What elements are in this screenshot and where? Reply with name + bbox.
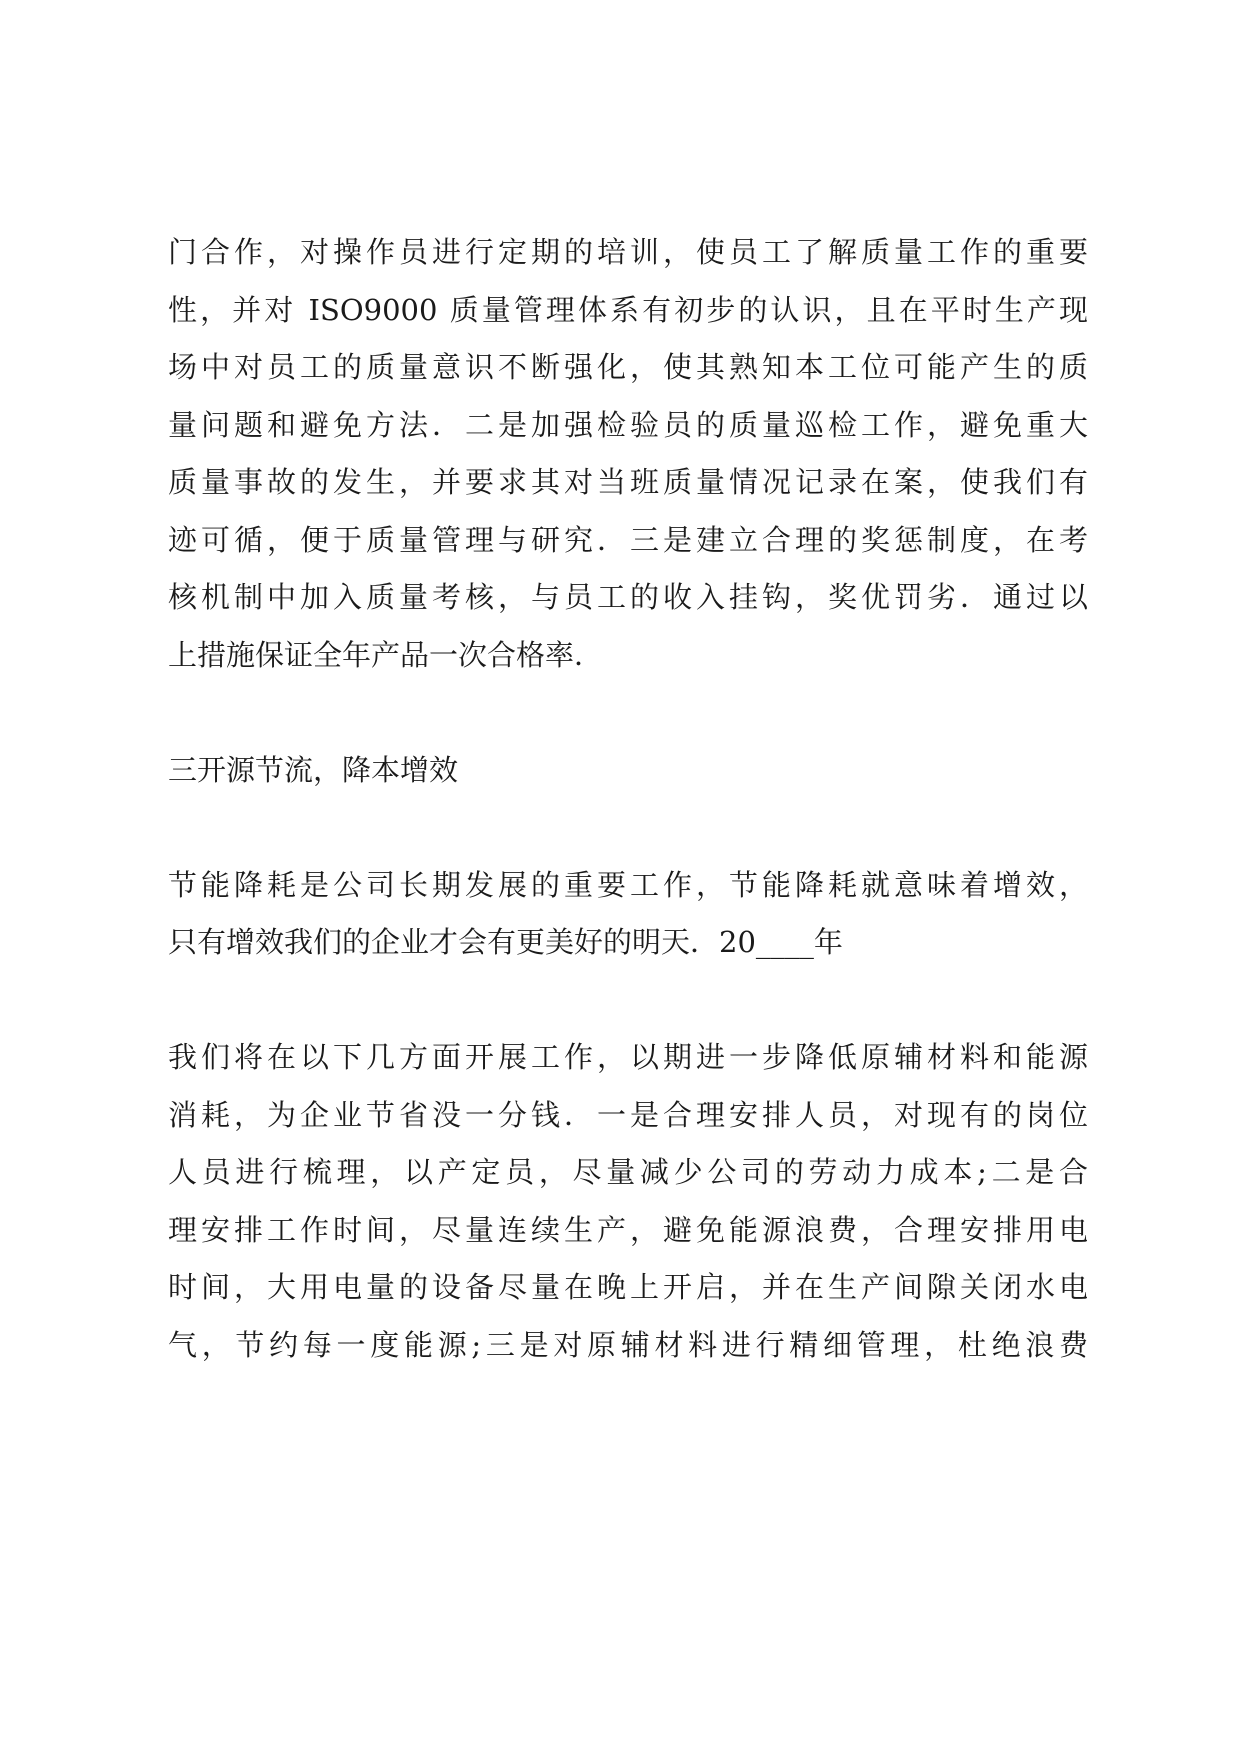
text-line: 场中对员工的质量意识不断强化，使其熟知本工位可能产生的质	[168, 350, 1088, 384]
text-line: 人员进行梳理，以产定员，尽量减少公司的劳动力成本;二是合	[168, 1155, 1088, 1189]
text-line: 量问题和避免方法．二是加强检验员的质量巡检工作，避免重大	[168, 407, 1088, 442]
text-line: 消耗，为企业节省没一分钱．一是合理安排人员，对现有的岗位	[168, 1097, 1088, 1132]
text-line: 质量事故的发生，并要求其对当班质量情况记录在案，使我们有	[168, 465, 1088, 499]
section-heading: 三开源节流，降本增效	[168, 752, 459, 787]
text-line: 门合作，对操作员进行定期的培训，使员工了解质量工作的重要	[168, 235, 1088, 269]
paragraph-spacer	[168, 972, 1088, 1030]
paragraph-spacer	[168, 684, 1088, 742]
text-line: 理安排工作时间，尽量连续生产，避免能源浪费，合理安排用电	[168, 1212, 1088, 1247]
text-line: 气，节约每一度能源;三是对原辅材料进行精细管理，杜绝浪费	[168, 1327, 1088, 1362]
paragraph-spacer	[168, 799, 1088, 857]
text-line: 性，并对 ISO9000 质量管理体系有初步的认识，且在平时生产现	[168, 292, 1088, 327]
paragraph-energy-saving-intro	[168, 857, 1088, 972]
document-body	[168, 224, 1088, 1374]
paragraph-quality-measures	[168, 224, 1088, 684]
text-line: 核机制中加入质量考核，与员工的收入挂钩，奖优罚劣．通过以	[168, 580, 1088, 614]
paragraph-energy-saving-measures	[168, 1029, 1088, 1374]
text-line: 只有增效我们的企业才会有更美好的明天．20____年	[168, 925, 843, 959]
text-line: 迹可循，便于质量管理与研究．三是建立合理的奖惩制度，在考	[168, 522, 1088, 557]
text-line: 上措施保证全年产品一次合格率．	[168, 637, 604, 672]
text-line: 我们将在以下几方面开展工作，以期进一步降低原辅材料和能源	[168, 1040, 1088, 1074]
text-line: 时间，大用电量的设备尽量在晚上开启，并在生产间隙关闭水电	[168, 1270, 1088, 1304]
text-line: 节能降耗是公司长期发展的重要工作，节能降耗就意味着增效，	[168, 867, 1088, 902]
